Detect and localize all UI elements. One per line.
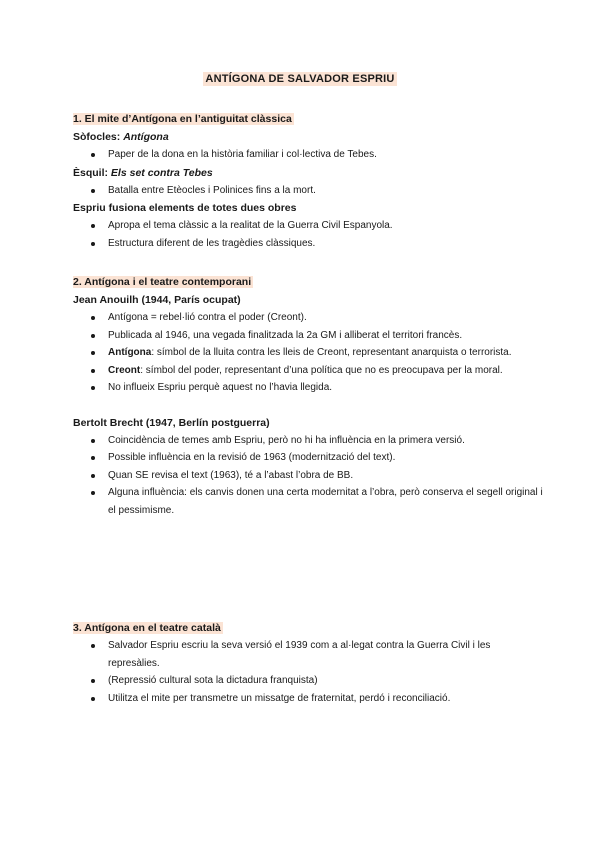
bullet-icon [91, 697, 95, 701]
list-item: Quan SE revisa el text (1963), té a l’abast l’obra de BB. [73, 467, 543, 485]
list-item: Estructura diferent de les tragèdies clàssiques. [73, 235, 543, 253]
bullet-list [73, 182, 543, 200]
list-item: No influeix Espriu perquè aquest no l’havia llegida. [73, 379, 543, 397]
section-3 [73, 619, 543, 707]
section-heading: 2. Antígona i el teatre contemporani [73, 276, 252, 288]
list-item: Salvador Espriu escriu la seva versió el 1939 com a al·legat contra la Guerra Civil i les represàlies. [73, 637, 543, 672]
list-item: Batalla entre Etèocles i Polinices fins a la mort. [73, 182, 543, 200]
list-item: Alguna influència: els canvis donen una certa modernitat a l’obra, però conserva el segell original i el pessimisme. [73, 484, 543, 519]
bullet-list [73, 309, 543, 397]
list-item: (Repressió cultural sota la dictadura franquista) [73, 672, 543, 690]
list-item: Creont: símbol del poder, representant d’una política que no es preocupava per la moral. [73, 362, 543, 380]
bullet-icon [91, 474, 95, 478]
author-heading: Bertolt Brecht (1947, Berlín postguerra) [73, 416, 270, 429]
bullet-icon [91, 189, 95, 193]
section-heading: 3. Antígona en el teatre català [73, 622, 221, 634]
bullet-icon [91, 351, 95, 355]
bullet-list [73, 637, 543, 707]
bullet-icon [91, 153, 95, 157]
bullet-icon [91, 242, 95, 246]
document-title: ANTÍGONA DE SALVADOR ESPRIU [205, 73, 395, 85]
bullet-icon [91, 386, 95, 390]
bullet-icon [91, 224, 95, 228]
bullet-icon [91, 491, 95, 495]
list-item: Antígona = rebel·lió contra el poder (Creont). [73, 309, 543, 327]
bullet-icon [91, 679, 95, 683]
author-heading: Jean Anouilh (1944, París ocupat) [73, 294, 241, 306]
bullet-icon [91, 369, 95, 373]
list-item: Apropa el tema clàssic a la realitat de la Guerra Civil Espanyola. [73, 217, 543, 235]
list-item: Coincidència de temes amb Espriu, però no hi ha influència en la primera versió. [73, 432, 543, 450]
section-2 [73, 273, 543, 519]
bullet-icon [91, 439, 95, 443]
bullet-icon [91, 456, 95, 460]
list-item: Publicada al 1946, una vegada finalitzada la 2a GM i alliberat el territori francès. [73, 327, 543, 345]
list-item: Possible influència en la revisió de 1963 (modernització del text). [73, 449, 543, 467]
group-heading: Espriu fusiona elements de totes dues obres [73, 202, 297, 214]
bullet-icon [91, 644, 95, 648]
section-heading: 1. El mite d’Antígona en l’antiguitat clàssica [73, 113, 292, 125]
list-item: Paper de la dona en la història familiar i col·lectiva de Tebes. [73, 146, 543, 164]
list-item: Antígona: símbol de la lluita contra les lleis de Creont, representant anarquista o terrorista. [73, 344, 543, 362]
author-heading: Sòfocles: Antígona [73, 131, 169, 143]
section-1 [73, 110, 543, 252]
bullet-list [73, 146, 543, 164]
bullet-icon [91, 334, 95, 338]
bullet-icon [91, 316, 95, 320]
bullet-list [73, 432, 543, 520]
bullet-list [73, 217, 543, 252]
list-item: Utilitza el mite per transmetre un missatge de fraternitat, perdó i reconciliació. [73, 690, 543, 708]
author-heading: Èsquil: Els set contra Tebes [73, 166, 213, 179]
